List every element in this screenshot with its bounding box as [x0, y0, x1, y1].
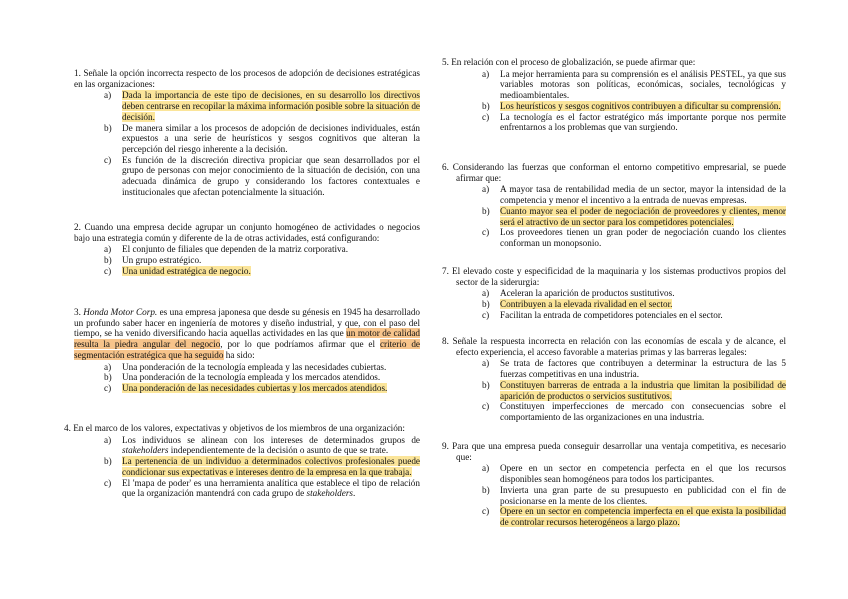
highlighted-answer: Dada la importancia de este tipo de decisiones, en su desarrollo los directivos deben centrarse en recopilar la máxima información posible sobre la situación de decisión. [122, 90, 420, 122]
question-1 [64, 68, 420, 197]
option-c[interactable]: c) Una ponderación de las necesidades cubiertas y los mercados atendidos. [104, 382, 388, 393]
question-stem: 9. Para que una empresa pueda conseguir desarrollar una ventaja competitiva, es necesario que: [442, 441, 787, 462]
question-stem: 5. En relación con el proceso de globalización, se puede afirmar que: [442, 57, 696, 67]
highlighted-answer: Cuanto mayor sea el poder de negociación de proveedores y clientes, menor será el atractivo de un sector para los competidores potenciales. [500, 205, 786, 227]
highlighted-answer: Una unidad estratégica de negocio. [122, 265, 251, 276]
question-6 [442, 162, 786, 249]
highlighted-answer: Opere en un sector en competencia imperfecta en el que exista la posibilidad de controlar recursos heterogéneos a largo plazo. [500, 506, 786, 527]
highlighted-phrase: criterio de segmentación estratégica que ha seguido [74, 339, 421, 360]
question-2 [64, 222, 420, 277]
highlighted-answer: Contribuyen a la elevada rivalidad en el sector. [500, 299, 673, 310]
option-b[interactable]: b) La pertenencia de un individuo a determinados colectivos profesionales puede condicionar sus expectativas e intereses dentro de la empresa en la que trabaja. [104, 456, 420, 477]
question-stem: 4. En el marco de los valores, expectativas y objetivos de los miembros de una organización: [64, 423, 405, 433]
question-8 [442, 336, 786, 423]
option-b[interactable]: b) Invierta una gran parte de su presupuesto en publicidad con el fin de posicionarse en la mente de los clientes. [482, 484, 786, 506]
option-c[interactable]: c) Facilitan la entrada de competidores potenciales en el sector. [482, 309, 723, 320]
question-4 [64, 423, 420, 499]
highlighted-phrase: un motor de calidad resulta la piedra angular del negocio [74, 328, 420, 350]
question-stem: 8. Señale la respuesta incorrecta en relación con las economías de escala y de alcance, el efecto experiencia, el acceso favorable a materias primas y las barreras legales: [442, 336, 787, 357]
option-a[interactable]: a) Los individuos se alinean con los intereses de determinados grupos de stakeholders independientemente de la decisión o asunto de que se trate. [104, 434, 420, 456]
option-b[interactable]: b) Los heurísticos y sesgos cognitivos contribuyen a dificultar su comprensión. [482, 100, 781, 111]
option-b[interactable]: b) Constituyen barreras de entrada a la industria que limitan la posibilidad de aparición de productos o servicios sustitutivos. [482, 379, 786, 401]
option-b[interactable]: b) De manera similar a los procesos de adopción de decisiones individuales, están expuestos a una serie de heurísticos y sesgos cognitivos que alteran la percepción del riesgo inherente a la decisión. [104, 122, 420, 154]
question-9 [442, 441, 786, 528]
highlighted-answer: Una ponderación de las necesidades cubiertas y los mercados atendidos. [122, 382, 388, 393]
option-a[interactable]: a) A mayor tasa de rentabilidad media de un sector, mayor la intensidad de la competencia y menor el incentivo a la entrada de nuevas empresas. [482, 184, 786, 206]
question-7 [442, 266, 786, 321]
question-stem: 2. Cuando una empresa decide agrupar un conjunto homogéneo de actividades o negocios bajo una estrategia común y diferente de la de otras actividades, está configurando: [74, 222, 420, 243]
option-c[interactable]: c) Opere en un sector en competencia imperfecta en el que exista la posibilidad de controlar recursos heterogéneos a largo plazo. [482, 506, 786, 527]
option-b[interactable]: b) Un grupo estratégico. [104, 255, 202, 266]
option-c[interactable]: c) Los proveedores tienen un gran poder de negociación cuando los clientes conforman un monopsonio. [482, 227, 786, 248]
question-3 [64, 307, 420, 394]
question-stem: 6. Considerando las fuerzas que conforman el entorno competitivo empresarial, se puede afirmar que: [442, 162, 786, 183]
option-c[interactable]: c) Constituyen imperfecciones de mercado con consecuencias sobre el comportamiento de las organizaciones en una industria. [482, 401, 786, 422]
option-c[interactable]: c) Es función de la discreción directiva propiciar que sean desarrollados por el grupo de personas con mejor conocimiento de la situación de decisión, con una adecuada dinámica de grupo y considerando los factores contextuales e institucionales que afectan potencialmente la situación. [104, 154, 420, 197]
option-c[interactable]: c) Una unidad estratégica de negocio. [104, 265, 251, 276]
option-b[interactable]: b) Cuanto mayor sea el poder de negociación de proveedores y clientes, menor será el atractivo de un sector para los competidores potenciales. [482, 205, 786, 227]
question-stem: 1. Señale la opción incorrecta respecto de los procesos de adopción de decisiones estratégicas en las organizaciones: [74, 68, 421, 89]
option-c[interactable]: c) El 'mapa de poder' es una herramienta analítica que establece el tipo de relación que la organización mantendrá con cada grupo de stakeholders. [104, 477, 420, 499]
question-5 [442, 57, 786, 133]
highlighted-answer: Los heurísticos y sesgos cognitivos contribuyen a dificultar su comprensión. [500, 100, 781, 111]
highlighted-answer: Constituyen barreras de entrada a la industria que limitan la posibilidad de aparición de productos o servicios sustitutivos. [500, 379, 786, 401]
option-a[interactable]: a) Una ponderación de la tecnología empleada y las necesidades cubiertas. [104, 361, 387, 372]
question-stem: 7. El elevado coste y especificidad de la maquinaria y los sistemas productivos propios del sector de la siderurgia: [442, 266, 786, 287]
highlighted-answer: La pertenencia de un individuo a determinados colectivos profesionales puede condicionar sus expectativas e intereses dentro de la empresa en la que trabaja. [122, 456, 420, 477]
question-stem: 3. Honda Motor Corp. es una empresa japonesa que desde su génesis en 1945 ha desarrollado un profundo saber hacer en ingeniería de motores y diseño industrial, y que, con el paso del tiempo, se ha venido diversificando hacia aquellas actividades en las que un motor de calidad resulta la piedra angular del negocio, por lo que podríamos afirmar que el criterio de segmentación estratégica que ha seguido ha sido: [74, 307, 421, 360]
option-c[interactable]: c) La tecnología es el factor estratégico más importante porque nos permite enfrentarnos a los problemas que van surgiendo. [482, 111, 786, 133]
option-a[interactable]: a) Aceleran la aparición de productos sustitutivos. [482, 288, 675, 299]
option-a[interactable]: a) Se trata de factores que contribuyen a determinar la estructura de las 5 fuerzas competitivas en una industria. [482, 358, 786, 380]
option-b[interactable]: b) Una ponderación de la tecnología empleada y los mercados atendidos. [104, 372, 381, 383]
option-a[interactable]: a) Opere en un sector en competencia perfecta en el que los recursos disponibles sean homogéneos para todos los participantes. [482, 463, 786, 485]
option-a[interactable]: a) Dada la importancia de este tipo de decisiones, en su desarrollo los directivos deben centrarse en recopilar la máxima información posible sobre la situación de decisión. [104, 90, 420, 122]
option-b[interactable]: b) Contribuyen a la elevada rivalidad en el sector. [482, 299, 673, 310]
option-a[interactable]: a) La mejor herramienta para su comprensión es el análisis PESTEL, ya que sus variables motoras son políticas, económicas, sociales, tecnológicas y medioambientales. [482, 68, 786, 101]
option-a[interactable]: a) El conjunto de filiales que dependen de la matriz corporativa. [104, 244, 349, 255]
